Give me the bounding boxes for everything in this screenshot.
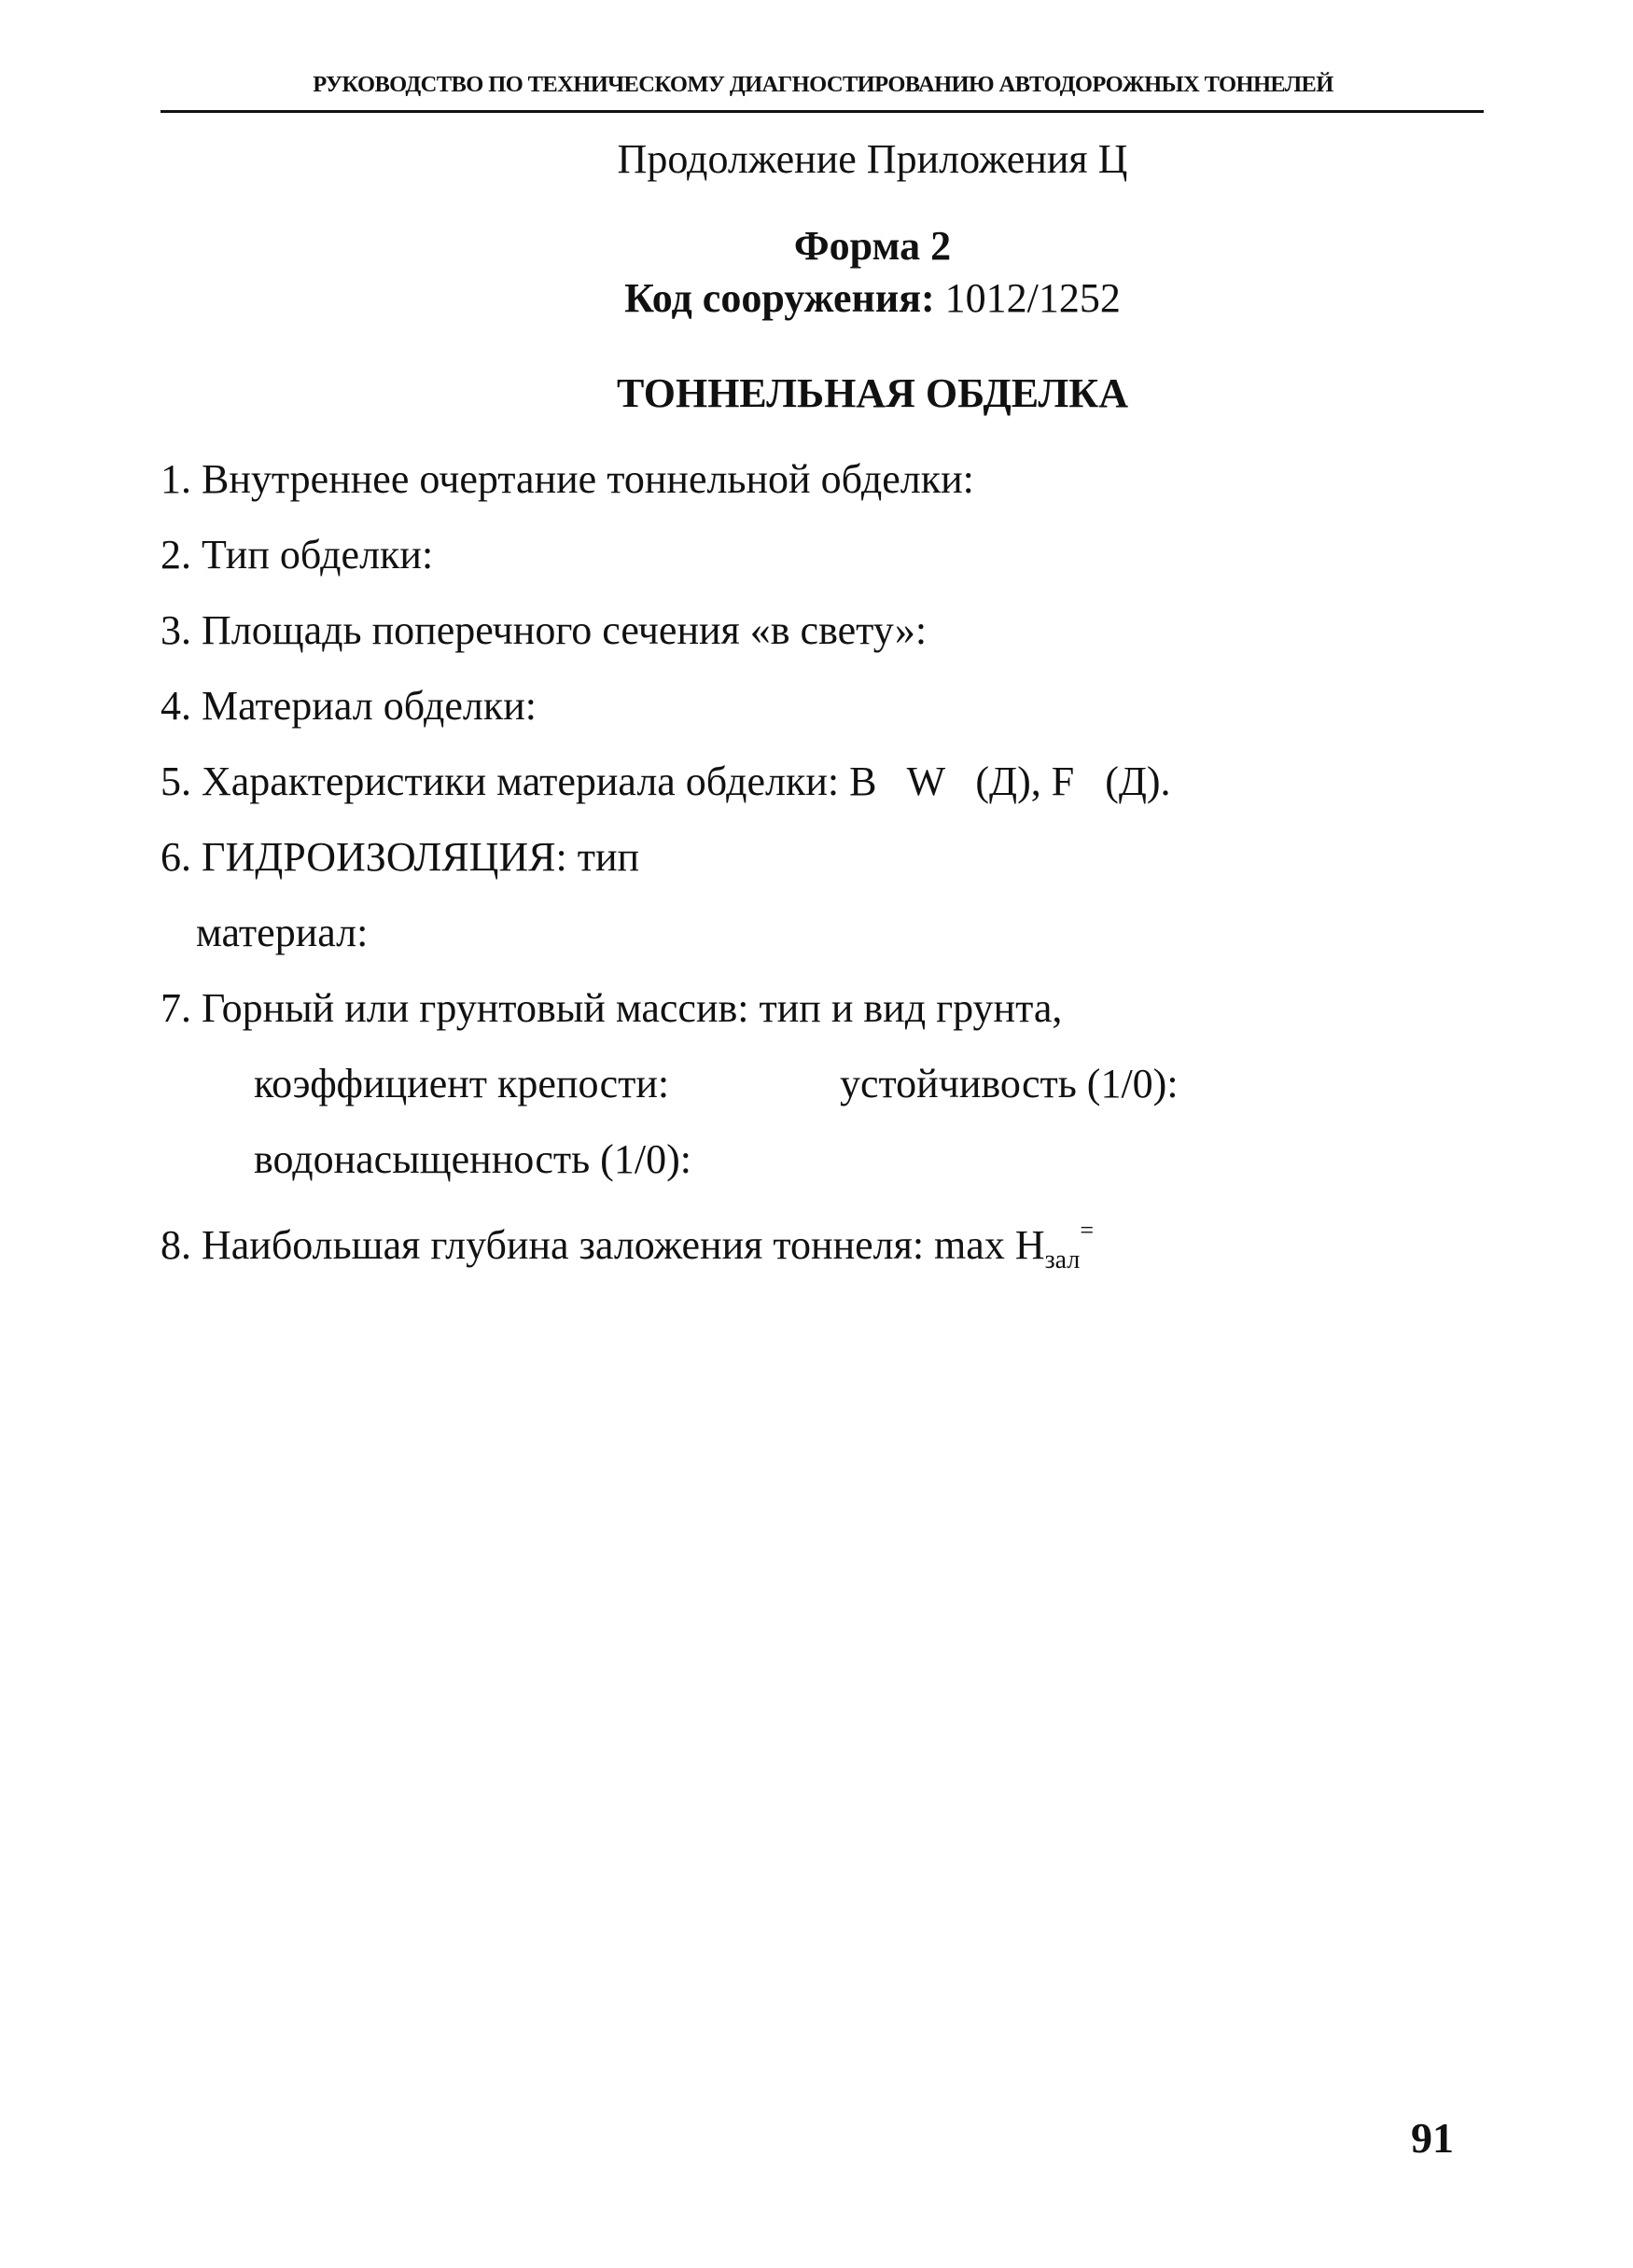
header-rule [161, 110, 1484, 113]
item-water-saturation: водонасыщенность (1/0): [254, 1136, 691, 1182]
item-cross-section-area: 3. Площадь поперечного сечения «в свету»: [161, 607, 928, 653]
running-header: РУКОВОДСТВО ПО ТЕХНИЧЕСКОМУ ДИАГНОСТИРОВАНИЮ АВТОДОРОЖНЫХ ТОННЕЛЕЙ [313, 72, 1333, 97]
item-lining-type: 2. Тип обделки: [161, 532, 434, 577]
item-waterproofing-material: материал: [196, 910, 369, 955]
item-strength-coefficient: коэффициент крепости: [254, 1061, 670, 1106]
item-lining-material: 4. Материал обделки: [161, 683, 537, 729]
item-rock-massif: 7. Горный или грунтовый массив: тип и вид грунта, [161, 985, 1063, 1031]
appendix-continuation-label: Продолжение Приложения Ц [617, 136, 1128, 182]
item-max-depth-text: 8. Наибольшая глубина заложения тоннеля: max H [161, 1222, 1045, 1268]
item-max-depth-subscript: зал [1044, 1245, 1081, 1274]
structure-code-line [0, 272, 1633, 325]
item-max-depth [161, 1219, 1094, 1272]
item-material-characteristics: 5. Характеристики материала обделки: B W (Д), F (Д). [161, 758, 1171, 804]
item-stability: устойчивость (1/0): [840, 1061, 1179, 1106]
page-number: 91 [1411, 2114, 1454, 2162]
structure-code-value: 1012/1252 [934, 275, 1121, 321]
item-inner-outline: 1. Внутреннее очертание тоннельной обделки: [161, 456, 974, 502]
item-max-depth-superscript: = [1080, 1217, 1094, 1244]
section-title: ТОННЕЛЬНАЯ ОБДЕЛКА [616, 370, 1128, 416]
structure-code-label: Код сооружения: [624, 275, 935, 321]
item-waterproofing-type: 6. ГИДРОИЗОЛЯЦИЯ: тип [161, 834, 640, 880]
form-title: Форма 2 [793, 223, 952, 269]
